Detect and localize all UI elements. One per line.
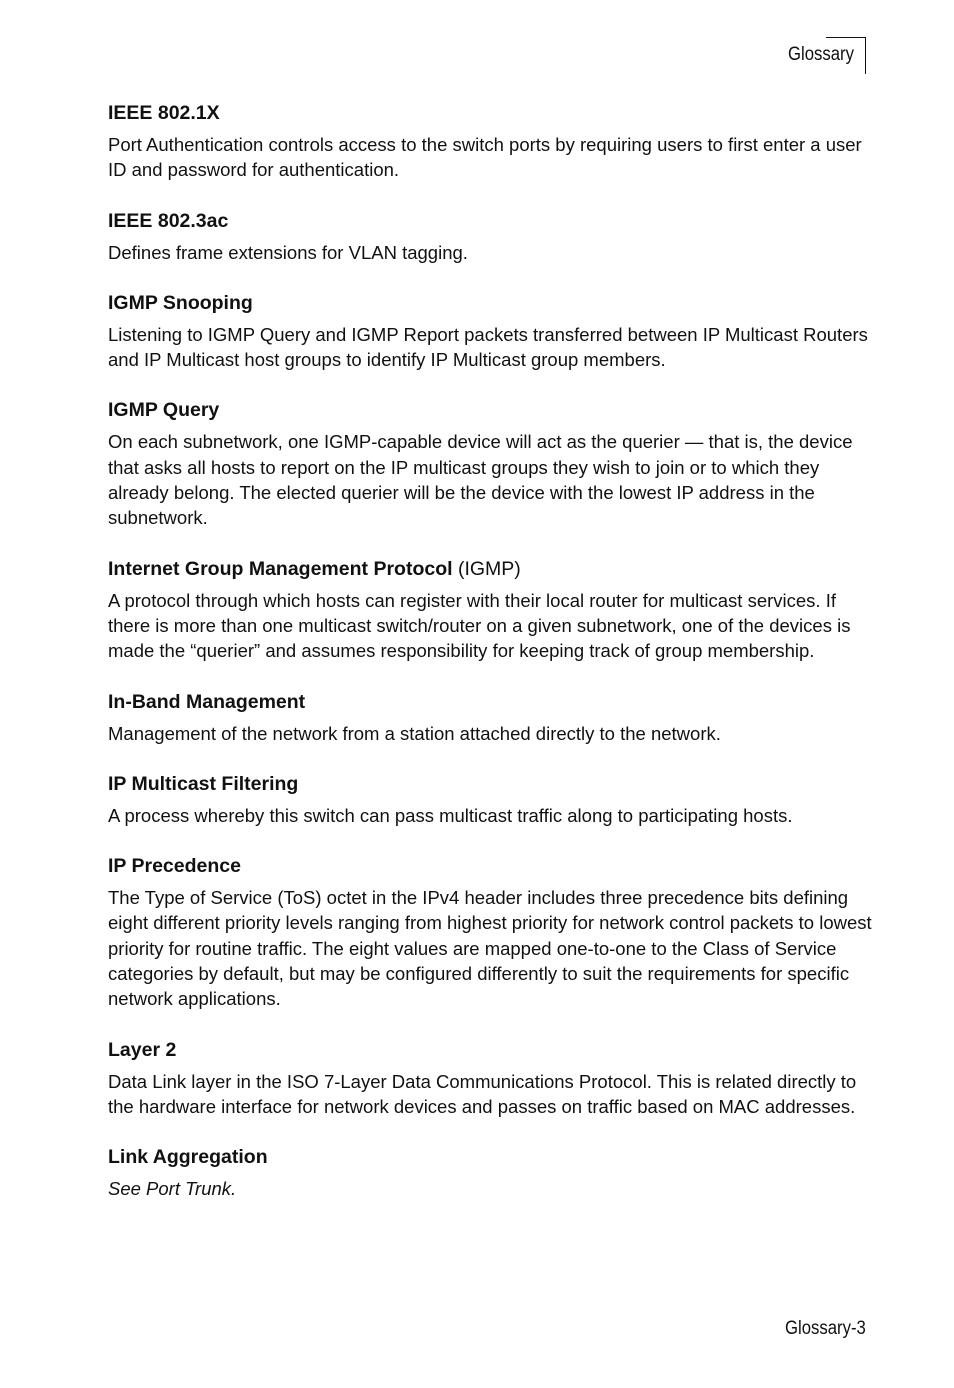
term-name: Link Aggregation [108, 1146, 268, 1169]
glossary-definition: Management of the network from a station attached directly to the network. [108, 722, 721, 744]
glossary-definition: Port Authentication controls access to the switch ports by requiring users to first enter a user ID and password for authentication. [108, 134, 862, 181]
glossary-term [108, 1038, 878, 1063]
glossary-entry-ieee-802-3ac [108, 209, 878, 265]
glossary-entry-in-band-management [108, 690, 878, 746]
term-name: IEEE 802.1X [108, 102, 220, 124]
glossary-definition: The Type of Service (ToS) octet in the IPv4 header includes three precedence bits defining eight different priority levels ranging from highest priority for network control packets to lowest priority for routine traffic. The eight values are mapped one-to-one to the Class of Service categories by default, but may be configured differently to suit the requirements for specific network applications. [108, 887, 872, 1010]
running-header: Glossary [788, 44, 854, 65]
term-name: IP Precedence [108, 855, 241, 878]
glossary-cross-reference: See Port Trunk. [108, 1178, 237, 1200]
glossary-definition: A protocol through which hosts can register with their local router for multicast services. If there is more than one multicast switch/router on a given subnetwork, one of the devices is made the “querier” and assumes responsibility for keeping track of group membership. [108, 589, 851, 662]
glossary-entry-igmp-snooping [108, 291, 878, 373]
glossary-list [108, 101, 878, 1228]
term-name: IGMP Snooping [108, 291, 253, 314]
glossary-term [108, 291, 878, 316]
glossary-entry-ip-multicast-filtering [108, 772, 878, 828]
glossary-entry-layer-2 [108, 1038, 878, 1120]
header-rule-horizontal [826, 37, 866, 38]
glossary-entry-igmp-query [108, 398, 878, 530]
glossary-definition: A process whereby this switch can pass multicast traffic along to participating hosts. [108, 804, 793, 826]
glossary-definition: Listening to IGMP Query and IGMP Report packets transferred between IP Multicast Routers and IP Multicast host groups to identify IP Multicast group members. [108, 323, 868, 371]
term-name: IP Multicast Filtering [108, 772, 299, 795]
glossary-term [108, 398, 878, 423]
glossary-entry-ip-precedence [108, 854, 878, 1011]
glossary-term [108, 101, 878, 126]
glossary-term [108, 854, 878, 879]
glossary-definition: Data Link layer in the ISO 7-Layer Data Communications Protocol. This is related directly to the hardware interface for network devices and passes on traffic based on MAC addresses. [108, 1070, 857, 1117]
term-name: IEEE 802.3ac [108, 209, 229, 232]
page-number: Glossary-3 [785, 1318, 866, 1339]
glossary-entry-link-aggregation [108, 1145, 878, 1201]
term-name: IGMP Query [108, 399, 220, 422]
term-name: Internet Group Management Protocol [108, 557, 453, 580]
glossary-term [108, 690, 878, 715]
term-abbreviation: (IGMP) [452, 557, 521, 580]
glossary-term [108, 557, 878, 582]
glossary-entry-ieee-802-1x [108, 101, 878, 183]
glossary-definition: On each subnetwork, one IGMP-capable device will act as the querier — that is, the device that asks all hosts to report on the IP multicast groups they wish to join or to which they already belong. The elected querier will be the device with the lowest IP address in the subnetwork. [108, 431, 853, 529]
glossary-definition: Defines frame extensions for VLAN tagging. [108, 241, 468, 263]
glossary-entry-igmp [108, 557, 878, 664]
header-rule-vertical [865, 37, 866, 74]
term-name: In-Band Management [108, 690, 306, 713]
glossary-term [108, 1145, 878, 1170]
glossary-term [108, 209, 878, 234]
glossary-term [108, 772, 878, 797]
term-name: Layer 2 [108, 1038, 177, 1061]
